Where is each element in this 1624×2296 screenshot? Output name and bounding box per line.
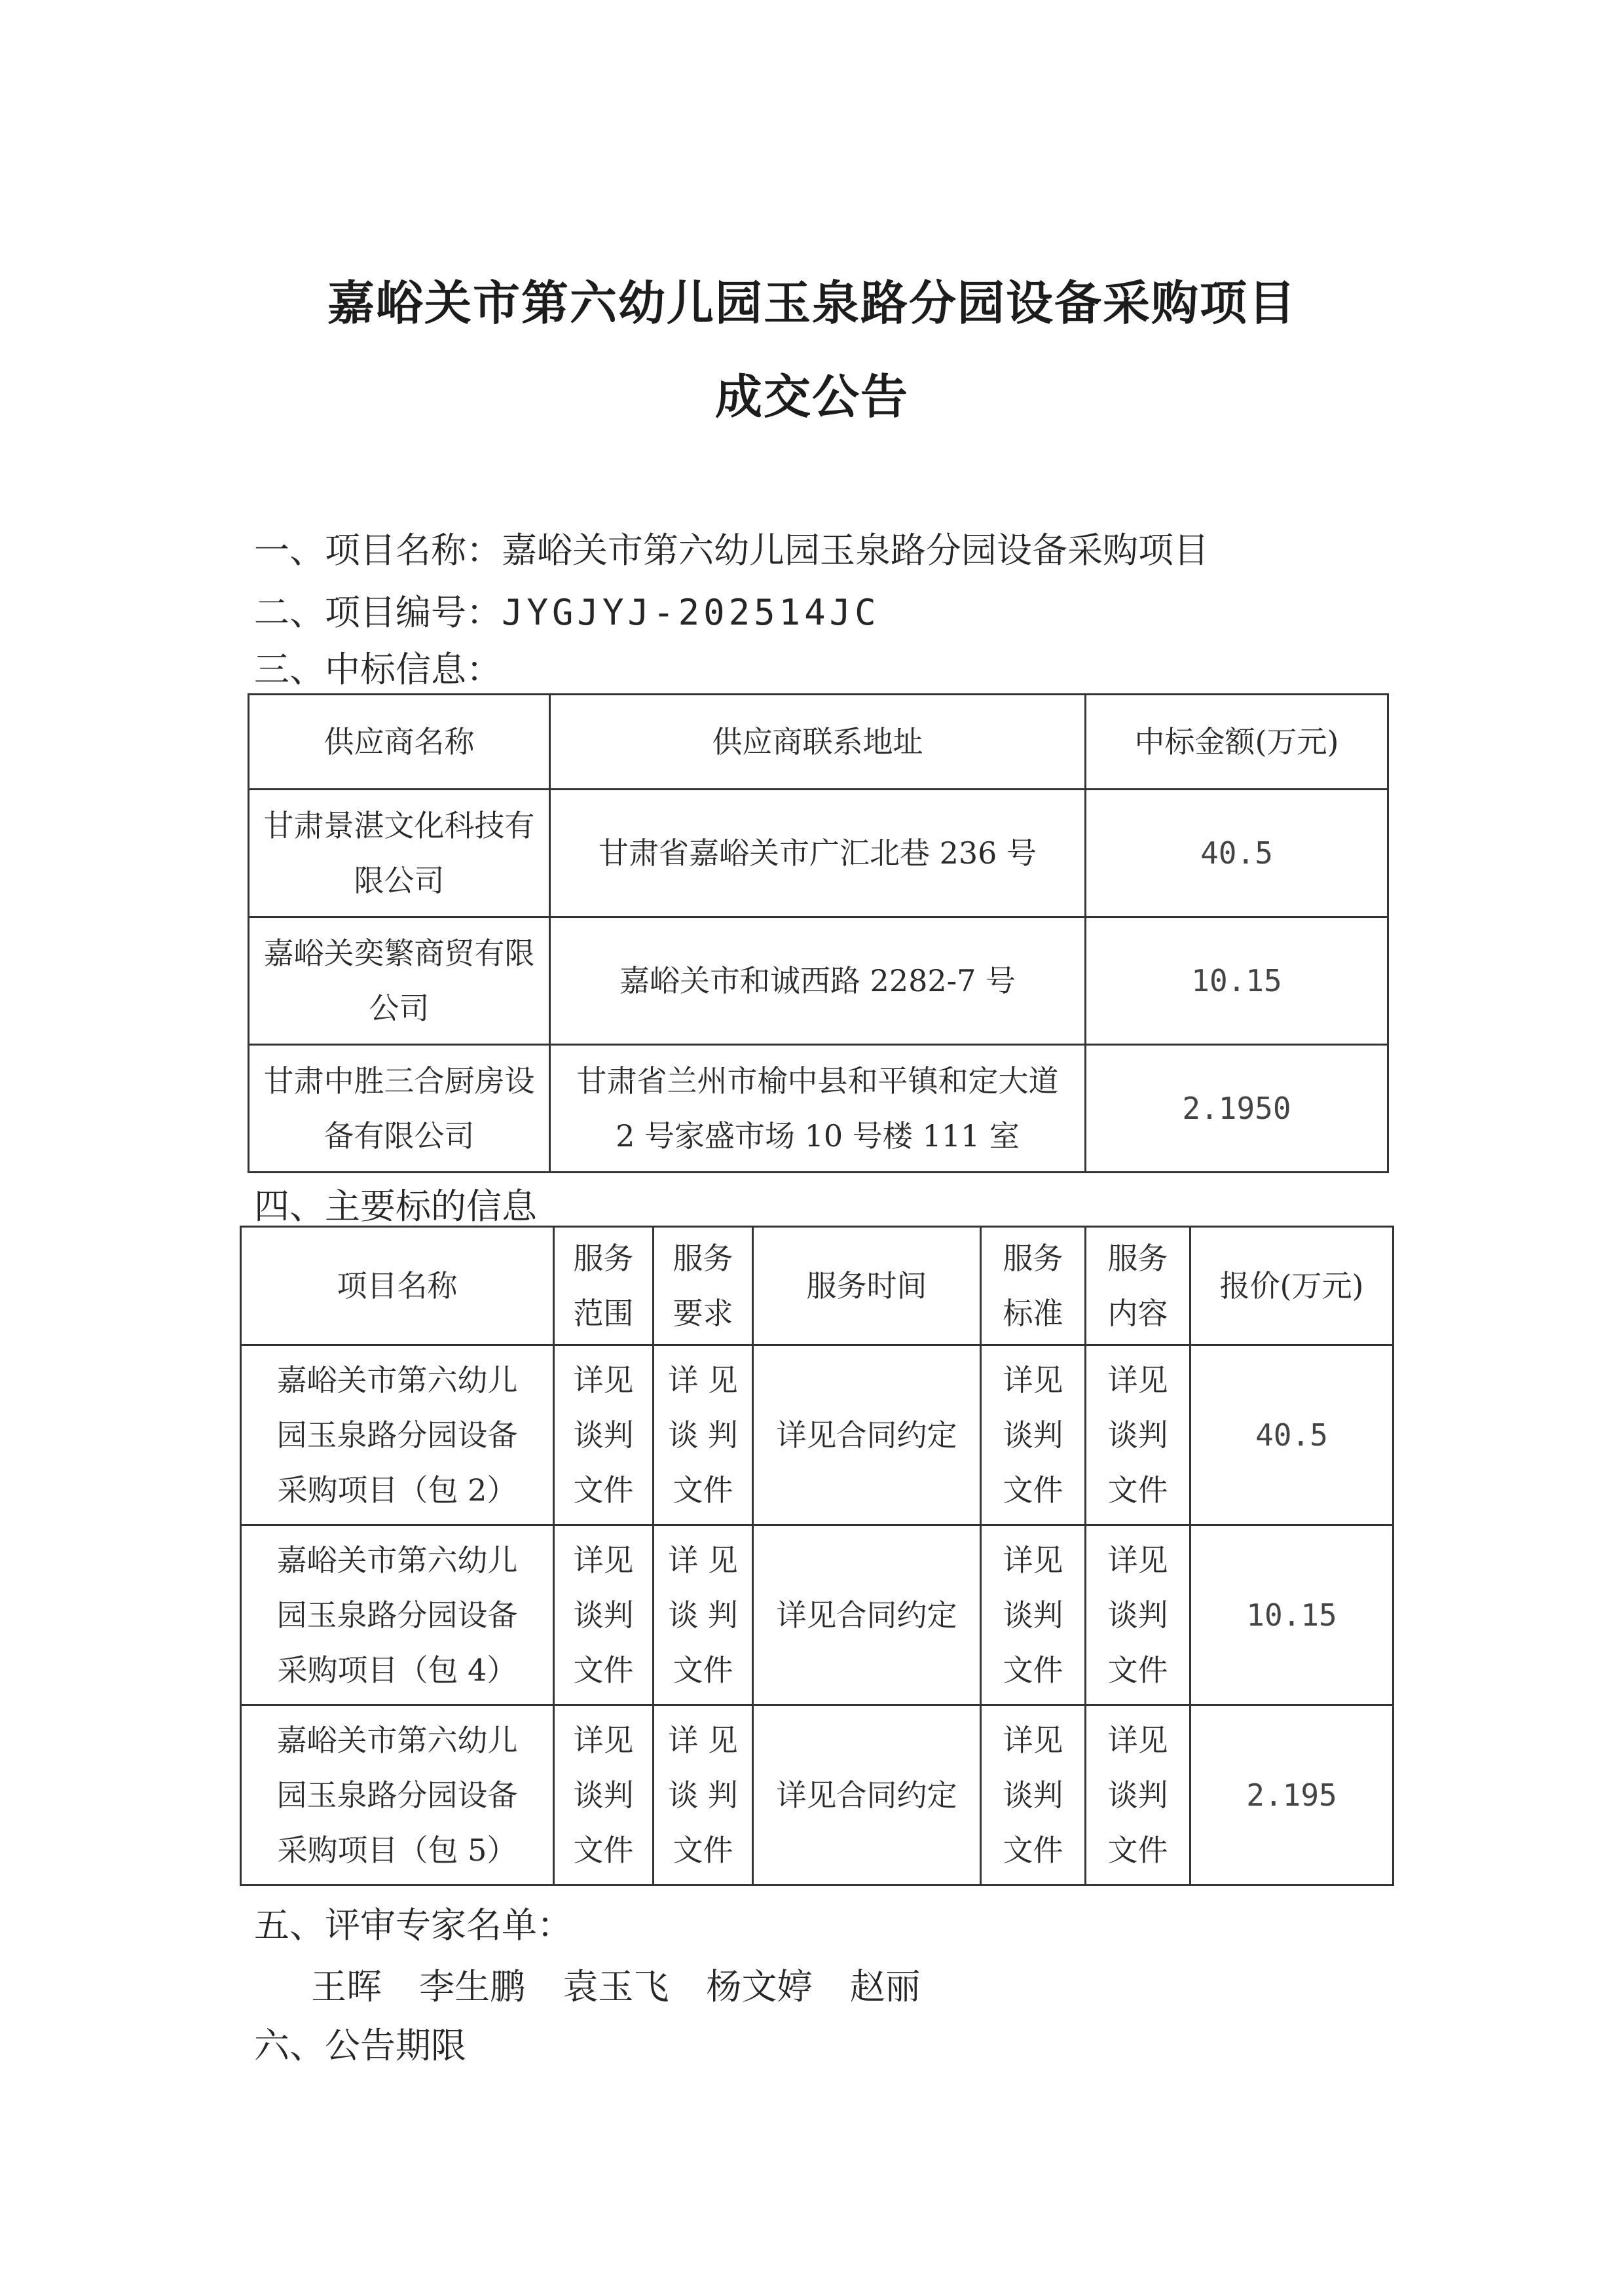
item-requirement: 详 见 谈 判 文件	[654, 1525, 753, 1705]
bid-amount: 10.15	[1086, 917, 1388, 1045]
supplier-address: 甘肃省兰州市榆中县和平镇和定大道 2 号家盛市场 10 号楼 111 室	[550, 1045, 1086, 1173]
table-header-row	[249, 695, 1388, 790]
item-requirement: 详 见 谈 判 文件	[654, 1345, 753, 1525]
bid-info-table	[248, 693, 1389, 1173]
supplier-name: 嘉峪关奕繁商贸有限 公司	[249, 917, 550, 1045]
item-requirement: 详 见 谈 判 文件	[654, 1705, 753, 1886]
subject-info-table	[240, 1226, 1394, 1886]
experts-heading: 五、评审专家名单：	[254, 1904, 572, 1946]
item-scope: 详见 谈判 文件	[554, 1705, 654, 1886]
experts-list: 王晖 李生鹏 袁玉飞 杨文婷 赵丽	[311, 1966, 921, 2007]
header-project-name: 项目名称	[241, 1227, 554, 1345]
header-supplier-address: 供应商联系地址	[550, 695, 1086, 790]
item-time: 详见合同约定	[753, 1525, 981, 1705]
supplier-name: 甘肃景湛文化科技有 限公司	[249, 790, 550, 917]
item-standard: 详见 谈判 文件	[981, 1705, 1086, 1886]
header-service-standard: 服务 标准	[981, 1227, 1086, 1345]
table-row	[249, 1045, 1388, 1173]
project-name-label: 一、项目名称：	[254, 530, 502, 571]
item-name: 嘉峪关市第六幼儿 园玉泉路分园设备 采购项目（包 5）	[241, 1705, 554, 1886]
supplier-address: 嘉峪关市和诚西路 2282-7 号	[550, 917, 1086, 1045]
bid-amount: 2.1950	[1086, 1045, 1388, 1173]
item-content: 详见 谈判 文件	[1086, 1705, 1190, 1886]
subject-info-heading: 四、主要标的信息	[254, 1186, 537, 1227]
bid-info-heading: 三、中标信息：	[254, 649, 502, 690]
bid-amount: 40.5	[1086, 790, 1388, 917]
table-row	[241, 1705, 1393, 1886]
project-name-line	[254, 522, 1209, 573]
table-row	[241, 1525, 1393, 1705]
item-price: 10.15	[1190, 1525, 1393, 1705]
item-time: 详见合同约定	[753, 1345, 981, 1525]
notice-period-heading: 六、公告期限	[254, 2025, 466, 2066]
supplier-address: 甘肃省嘉峪关市广汇北巷 236 号	[550, 790, 1086, 917]
item-content: 详见 谈判 文件	[1086, 1345, 1190, 1525]
header-quote: 报价(万元)	[1190, 1227, 1393, 1345]
item-name: 嘉峪关市第六幼儿 园玉泉路分园设备 采购项目（包 2）	[241, 1345, 554, 1525]
header-service-scope: 服务 范围	[554, 1227, 654, 1345]
supplier-name: 甘肃中胜三合厨房设 备有限公司	[249, 1045, 550, 1173]
item-price: 40.5	[1190, 1345, 1393, 1525]
header-service-time: 服务时间	[753, 1227, 981, 1345]
table-header-row	[241, 1227, 1393, 1345]
item-scope: 详见 谈判 文件	[554, 1525, 654, 1705]
project-number-value: JYGJYJ-202514JC	[502, 592, 880, 633]
project-number-label: 二、项目编号：	[254, 592, 502, 633]
project-number-line	[254, 585, 880, 635]
table-row	[249, 790, 1388, 917]
header-service-requirement: 服务 要求	[654, 1227, 753, 1345]
item-standard: 详见 谈判 文件	[981, 1345, 1086, 1525]
item-time: 详见合同约定	[753, 1705, 981, 1886]
item-price: 2.195	[1190, 1705, 1393, 1886]
table-row	[249, 917, 1388, 1045]
project-name-value: 嘉峪关市第六幼儿园玉泉路分园设备采购项目	[502, 530, 1209, 571]
document-title: 嘉峪关市第六幼儿园玉泉路分园设备采购项目	[327, 275, 1297, 331]
item-standard: 详见 谈判 文件	[981, 1525, 1086, 1705]
table-row	[241, 1345, 1393, 1525]
header-supplier-name: 供应商名称	[249, 695, 550, 790]
document-subtitle: 成交公告	[714, 369, 909, 424]
item-scope: 详见 谈判 文件	[554, 1345, 654, 1525]
header-bid-amount: 中标金额(万元)	[1086, 695, 1388, 790]
item-content: 详见 谈判 文件	[1086, 1525, 1190, 1705]
item-name: 嘉峪关市第六幼儿 园玉泉路分园设备 采购项目（包 4）	[241, 1525, 554, 1705]
header-service-content: 服务 内容	[1086, 1227, 1190, 1345]
